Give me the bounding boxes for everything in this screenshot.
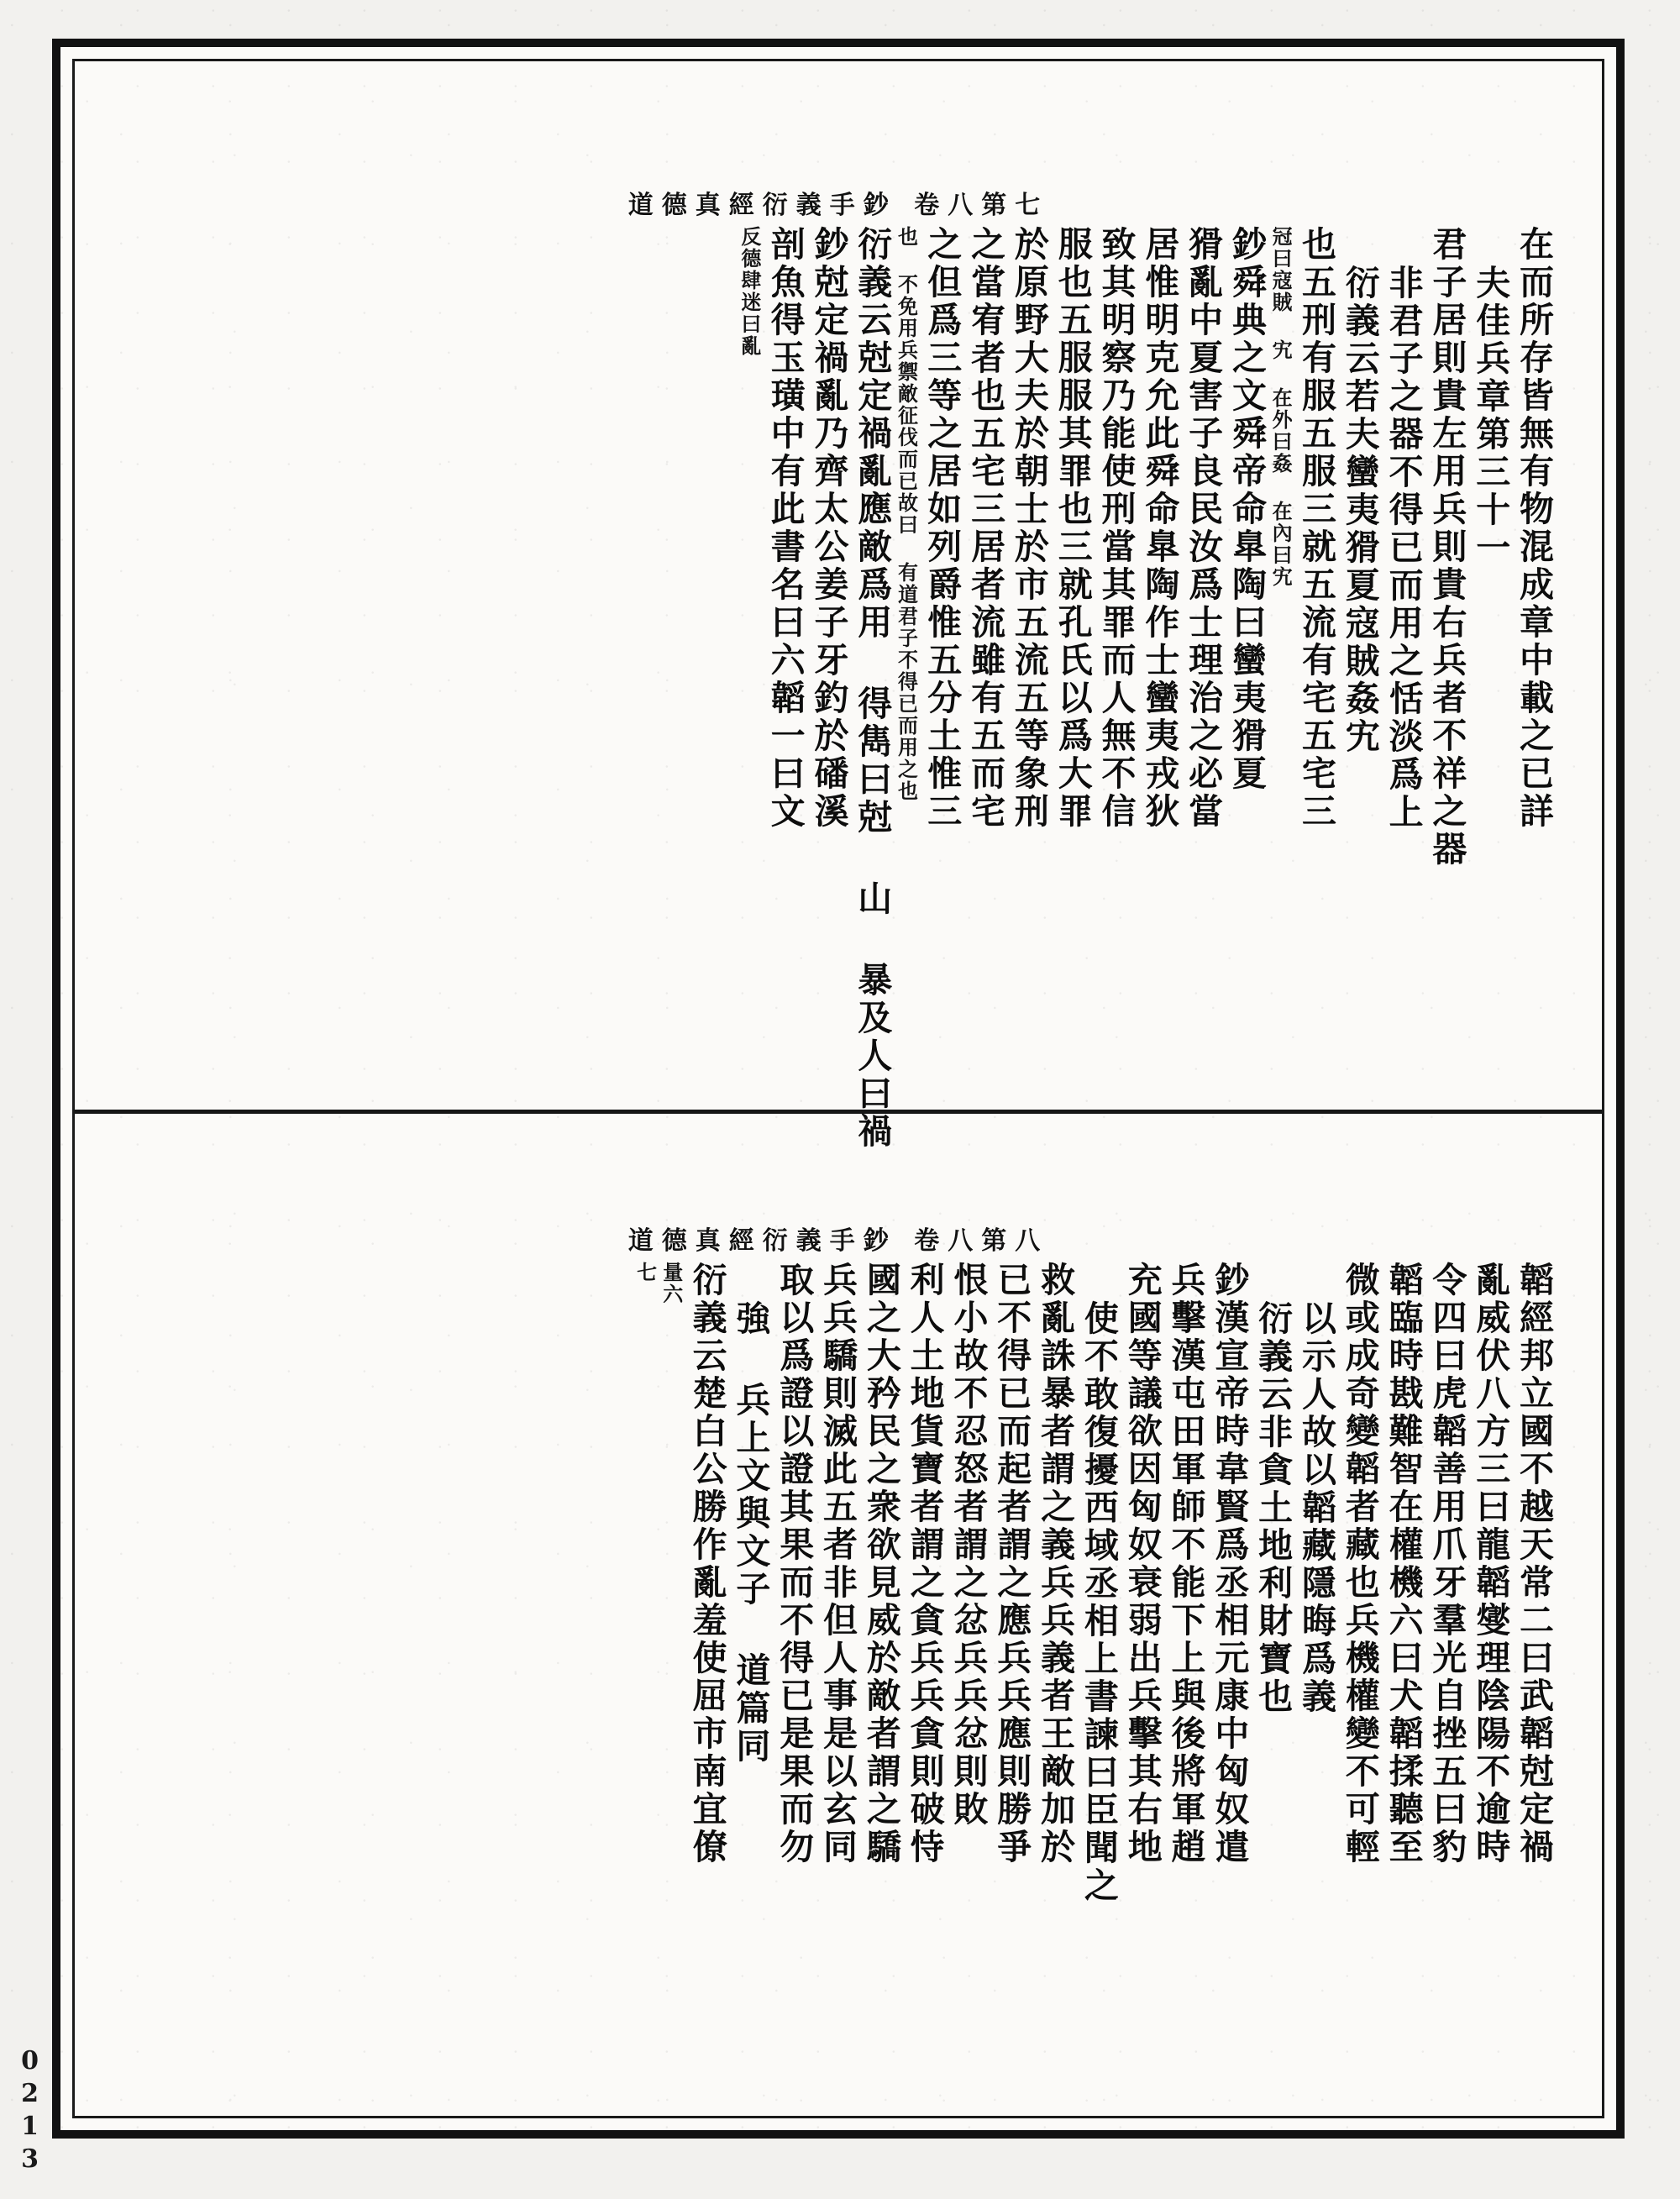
text-column: 夫佳兵章第三十一	[1470, 265, 1511, 567]
text-column: 亂威伏八方三曰龍韜燮理陰陽不逾時	[1470, 1262, 1511, 1866]
half-page-bottom	[75, 1114, 1602, 2116]
text-column: 居惟明克允此舜命臯陶作士蠻夷戎狄	[1139, 226, 1180, 831]
text-column: 已不得已而起者謂之應兵兵應則勝爭	[991, 1262, 1032, 1866]
text-column: 在而所存皆無有物混成章中載之已詳	[1514, 226, 1554, 831]
text-column: 致其明察乃能使刑當其罪而人無不信	[1095, 226, 1137, 831]
text-columns-bottom	[122, 1262, 1555, 2096]
running-head-bottom: 道德真經衍義手鈔 卷八第八	[627, 1226, 1049, 1256]
text-column: 令四曰虎韜善用爪牙羣光自挫五曰豹	[1426, 1262, 1467, 1866]
text-column: 鈔漢宣帝時韋賢爲丞相元康中匈奴遣	[1209, 1262, 1250, 1866]
text-column: 兵擊漢屯田軍師不能下上與後將軍趙	[1165, 1262, 1206, 1866]
interlinear-note: 也 不免用兵禦敵征伐而已故曰 有道君子不得已而用之也	[894, 226, 919, 802]
text-column: 之當宥者也五宅三居者流雖有五而宅	[965, 226, 1006, 831]
text-column: 國之大矜民之衆欲見威於敵者謂之驕	[860, 1262, 901, 1866]
text-column: 非君子之器不得已而用之恬淡爲上	[1383, 265, 1424, 832]
text-columns-top	[122, 226, 1555, 1151]
text-column: 之但爲三等之居如列爵惟五分土惟三	[921, 226, 963, 831]
page-inner-border	[72, 59, 1604, 2118]
text-column: 衍義云若夫蠻夷猾夏寇賊姦宄	[1339, 265, 1380, 756]
text-column: 利人土地貨寶者謂之貪兵兵貪則破恃	[904, 1262, 945, 1866]
text-column: 服也五服服其罪也三就孔氏以爲大罪	[1052, 226, 1093, 831]
text-column: 韜經邦立國不越天常二曰武韜尅定禍	[1514, 1262, 1554, 1866]
text-column: 使不敢復擾西域丞相上書諫曰臣聞之	[1078, 1300, 1119, 1905]
text-column: 衍義云非貪土地利財寶也	[1252, 1300, 1294, 1716]
running-head-top: 道德真經衍義手鈔 卷八第七	[627, 191, 1049, 220]
text-column: 恨小故不忍怒者謂之忿兵兵忿則敗	[948, 1262, 989, 1829]
text-column: 猾亂中夏害子良民汝爲士理治之必當	[1183, 226, 1224, 831]
text-column: 取以爲證以證其果而不得已是果而勿	[774, 1262, 815, 1866]
text-column: 也五刑有服五服三就五流有宅五宅三	[1295, 226, 1336, 831]
text-column: 兵兵驕則滅此五者非但人事是以玄同	[817, 1262, 858, 1866]
interlinear-note: 冠曰寇賊 宄 在外曰姦 在內曰宄	[1268, 226, 1294, 588]
text-column: 以示人故以韜藏隱晦爲義	[1295, 1300, 1336, 1716]
text-column: 強 兵上文與文子 道篇同	[730, 1300, 771, 1766]
text-column: 鈔舜典之文舜帝命臯陶曰蠻夷猾夏	[1226, 226, 1267, 793]
interlinear-note: 反德肆迷曰亂	[737, 226, 762, 357]
text-column: 韜臨時戡難智在權機六曰犬韜揉聽至	[1383, 1262, 1424, 1866]
interlinear-note: 七	[633, 1262, 658, 1283]
folio-number: 0213	[15, 2046, 45, 2177]
page-frame	[52, 39, 1625, 2139]
text-column: 衍義云尅定禍亂應敵爲用 得雋曰尅 山 暴及人曰禍	[852, 226, 893, 1151]
text-column: 於原野大夫於朝士於市五流五等象刑	[1008, 226, 1049, 831]
text-column: 充國等議欲因匈奴衰弱出兵擊其右地	[1121, 1262, 1163, 1866]
interlinear-note: 量六	[659, 1262, 684, 1305]
text-column: 鈔尅定禍亂乃齊太公姜子牙釣於磻溪	[808, 226, 849, 831]
text-column: 衍義云楚白公勝作亂羞使屈市南宜僚	[686, 1262, 727, 1866]
text-column: 微或成奇變韜者藏也兵機權變不可輕	[1339, 1262, 1380, 1866]
half-page-top	[75, 61, 1602, 1151]
text-column: 君子居則貴左用兵則貴右兵者不祥之器	[1426, 226, 1467, 869]
text-column: 救亂誅暴者謂之義兵兵義者王敵加於	[1035, 1262, 1076, 1866]
text-column: 剖魚得玉璜中有此書名曰六韜一曰文	[764, 226, 806, 831]
